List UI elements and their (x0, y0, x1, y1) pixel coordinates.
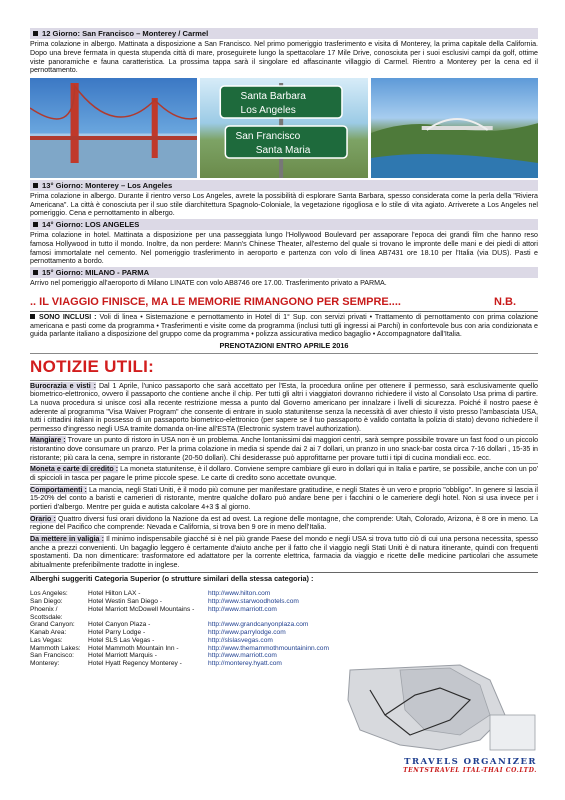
hotel-link[interactable]: http://monterey.hyatt.com (208, 660, 282, 668)
footer-line1: TRAVELS ORGANIZER (404, 757, 537, 767)
note-heading: Burocrazia e visti : (30, 381, 96, 390)
hotel-city: Phoenix / Scottsdale: (30, 605, 63, 621)
bullet-icon (33, 31, 38, 36)
hotel-city: Grand Canyon: (30, 621, 75, 629)
sign-santa-maria: Santa Maria (256, 144, 311, 156)
photo-strip (30, 78, 538, 178)
inclusi-label: SONO INCLUSI : (39, 313, 97, 322)
hotel-city: Los Angeles: (30, 590, 68, 598)
note-heading: Mangiare : (30, 436, 66, 445)
hotel-link[interactable]: http://www.parrylodge.com (208, 629, 286, 637)
hotel-name: Hotel Parry Lodge - (88, 629, 146, 637)
hotel-name: Hotel Mammoth Mountain Inn - (88, 644, 179, 652)
hotel-name: Hotel Marriott McDowell Mountains - (88, 605, 195, 613)
inclusi-text: Voli di linea • Sistemazione e pernottamento in Hotel di 1° Sup. con servizi privati • Trattamento di pernottamento con prima colazione americana e pasti come da programma • Trasferimenti e visite come da programma (inclusi tutti gli ingressi ai Parchi) in confortevole bus con aria condizionata e guida parlante italiano a disposizione del gruppo come da programma • polizza assicurativa medico bagaglio • Accompagnatore dall'Italia. (30, 313, 538, 339)
hotel-link[interactable]: http://www.grandcanyonplaza.com (208, 621, 309, 629)
hotel-city: Mammoth Lakes: (30, 644, 81, 652)
footer-logo (403, 757, 537, 775)
note-text: Quattro diversi fusi orari dividono la Nazione da est ad ovest. La regione delle montagne, che comprende: Utah, Colorado, Arizona, è 8 ore in meno. La regione del Pacifico che comprende: Nevada e California, si trova ben 9 ore in meno dell'Italia. (30, 514, 538, 532)
hotel-name: Hotel SLS Las Vegas - (88, 636, 155, 644)
hotel-name: Hotel Canyon Plaza - (88, 621, 151, 629)
note-item (30, 533, 538, 571)
bullet-icon (33, 222, 38, 227)
note-text: Trovare un punto di ristoro in USA non è un problema. Anche lontanissimi dai maggiori centri, sarà sempre possibile trovare un fast food o un piccolo ristorantino dove consumare un pranzo. Per la prima colazione in media si spende dai 2 ai 7 dollari, un pranzo in uno snack-bar costa circa 7-16 dollari , 15-35 in ristorante; più cara la cena, sempre in ristorante (20-50 dollari). Chi desiderasse può approfittarne per provare tutti i tipi di cucina mondiali ecc. ecc. (30, 436, 539, 462)
day12-heading (30, 28, 538, 39)
hotel-city: San Francisco: (30, 652, 74, 660)
day15-text: Arrivo nel pomeriggio all'aeroporto di Milano LINATE con volo AB8746 ore 17.00. Trasferimento privato a PARMA. (30, 279, 387, 288)
day12-title: 12 Giorno: San Francisco – Monterey / Carmel (42, 29, 209, 38)
hotel-city: Kanab Area: (30, 629, 67, 637)
note-text: Il minimo indispensabile giacché si è nel più grande Paese del mondo e negli USA si trova tutto ciò di cui una persona necessita, spesso anche a prezzi convenienti. Un bagaglio leggero è certamente d'aiuto anche per il fatto che il viaggio negli Stati Uniti è di natura itinerante, quindi con frequenti spostamenti. Da non dimenticare: trasformatore ed adattatore per la corrente elettrica, farmacia da viaggio e ricette delle medicine particolari che assumete abitualmente preferibilmente tradotte in inglese. (30, 534, 538, 569)
note-item (30, 434, 538, 463)
bullet-icon (33, 270, 38, 275)
hotel-link[interactable]: http://slslasvegas.com (208, 636, 273, 644)
note-text: Dal 1 Aprile, l'unico passaporto che sarà accettato per l'Esta, la procedura online per ottenere il permesso, sarà esclusivamente quello biometrico-elettronico, ovvero il passaporto che contiene anche il chip. Per tutti gli altri i viaggiatori dovranno richiedere il visto al Consolato Usa prima di partire. La nuova procedura si unisce così alla recente restrizione messa a punto dal Governo americano per innalzare i livelli di sicurezza. Poiché il nostro paese è aderente al programma "Visa Waiver Program" che consente di entrare in suolo statunitense senza la necessità di aver chiesto il visto presso l'ambasciata USA, tutti i cittadini italiani in possesso di un passaporto biometrico-elettronico (per sapere se il tuo passaporto è valido contatta la polizia di stato) devono richiedere il permesso d'ingresso negli USA tramite domanda on-line all'ESTA (Electronic system travel authorization). (30, 381, 538, 433)
hotels-table (30, 590, 538, 668)
note-text: La mancia, negli Stati Uniti, è il modo più comune per manifestare gratitudine, e negli States è un vero e proprio "obbligo". In genere si lascia il 15-20% del conto a baristi e camerieri di ristorante, mentre qualche dollaro può andare bene per i facchini o le cameriere degli hotel. Non si usa invece per i portieri d'albergo. Mentre per guida e autista calcolare 4+3 $ al giorno. (30, 485, 538, 511)
hotel-link[interactable]: http://www.starwoodhotels.com (208, 598, 299, 606)
day12-text: Prima colazione in albergo. Mattinata a disposizione a San Francisco. Nel primo pomeriggio trasferimento e visita di Monterey, la prima capitale della California. Dopo una breve fermata in questa stupenda città di mare, proseguirete lungo la spettacolare 17 Mile Drive, conosciuta per i suoi esclusivi campi da golf, ottime viste panoramiche e fauna caratteristica. La prossima tappa sarà il singolare ed affascinante villaggio di Carmel. Rientro a Monterey per la cena ed il pernottamento. (30, 40, 538, 75)
hotel-name: Hotel Westin San Diego - (88, 598, 162, 606)
hotel-name: Hotel Marriott Marquis - (88, 652, 157, 660)
note-item (30, 513, 538, 533)
day13-heading (30, 180, 538, 191)
hotel-name: Hotel Hilton LAX - (88, 590, 141, 598)
day15-heading (30, 267, 538, 278)
note-item (30, 484, 538, 513)
hotels-title: Alberghi suggeriti Categoria Superior (o strutture similari della stessa categoria) : (30, 574, 314, 584)
note-item (30, 380, 538, 435)
day14-title: 14° Giorno: LOS ANGELES (42, 219, 140, 229)
hotel-link[interactable]: http://www.themammothmountaininn.com (208, 644, 329, 652)
day13-title: 13° Giorno: Monterey – Los Angeles (42, 180, 173, 190)
note-heading: Orario : (30, 514, 56, 523)
note-text: La moneta statunitense, è il dollaro. Conviene sempre cambiare gli euro in dollari qui in Italia e partire, se possibile, anche con un po' di spiccioli in tasca per pagare le prime piccole spese. Le carte di credito sono accettate ovunque. (30, 465, 538, 483)
route-map (340, 660, 540, 755)
hotel-name: Hotel Hyatt Regency Monterey - (88, 660, 182, 668)
nb-label: N.B. (494, 295, 516, 308)
notizie-title: NOTIZIE UTILI: (30, 356, 155, 376)
sign-san-francisco: San Francisco (235, 130, 301, 142)
hotel-city: Monterey: (30, 660, 60, 668)
coast-bridge-photo (371, 78, 538, 178)
hotels-section (30, 572, 538, 668)
closing-slogan-row (30, 294, 538, 312)
note-item (30, 463, 538, 483)
bullet-icon (30, 314, 35, 319)
notes-list (30, 380, 538, 571)
sign-santa-barbara: Santa Barbara (240, 90, 307, 102)
note-heading: Moneta e carte di credito : (30, 465, 119, 474)
hotel-city: Las Vegas: (30, 636, 63, 644)
bullet-icon (33, 183, 38, 188)
note-heading: Da mettere in valigia : (30, 534, 104, 543)
day15-title: 15° Giorno: MILANO - PARMA (42, 267, 150, 277)
inclusi-block (30, 312, 538, 340)
day14-text: Prima colazione in hotel. Mattinata a disposizione per una passeggiata lungo l'Hollywood Boulevard per assaporare l'epoca dei grandi film che hanno reso famosa Hollywood in tutto il mondo. Inoltre, da non perdere: Mann's Chinese Theater, all'esterno del quale si trovano le impronte delle mani e dei piedi di attori famosi immortalate nel cemento. Nel pomeriggio trasferimento in aeroporto e partenza con volo di linea AB7431 ore 18.10 per l'Italia (via DUS). Pasti e pernottamento a bordo. (30, 231, 538, 266)
golden-gate-photo (30, 78, 197, 178)
day14-heading (30, 219, 538, 230)
hotel-city: San Diego: (30, 598, 63, 606)
hotel-link[interactable]: http://www.marriott.com (208, 605, 277, 613)
note-heading: Comportamenti : (30, 485, 87, 494)
prenotazioni-deadline: PRENOTAZIONI ENTRO APRILE 2016 (30, 340, 538, 354)
footer-line2: TENTSTRAVEL ITAL-THAI CO.LTD. (403, 767, 537, 775)
sign-los-angeles: Los Angeles (240, 104, 297, 116)
road-signs-photo (200, 78, 367, 178)
hotel-link[interactable]: http://www.hilton.com (208, 590, 271, 598)
day13-text: Prima colazione in albergo. Durante il rientro verso Los Angeles, avrete la possibilità di esplorare Santa Barbara, spesso considerata come la perla della "Riviera Americana". La città è conosciuta per il suo stile diarchitettura Spagnolo-Coloniale, la vegetazione rigogliosa e lo stile di vita agiato. Arriverete a Los Angeles nel pomeriggio. Cena e pernottamento in albergo. (30, 192, 538, 218)
closing-slogan: .. IL VIAGGIO FINISCE, MA LE MEMORIE RIMANGONO PER SEMPRE.... (30, 295, 401, 308)
hotel-link[interactable]: http://www.marriott.com (208, 652, 277, 660)
document-page (30, 28, 538, 668)
